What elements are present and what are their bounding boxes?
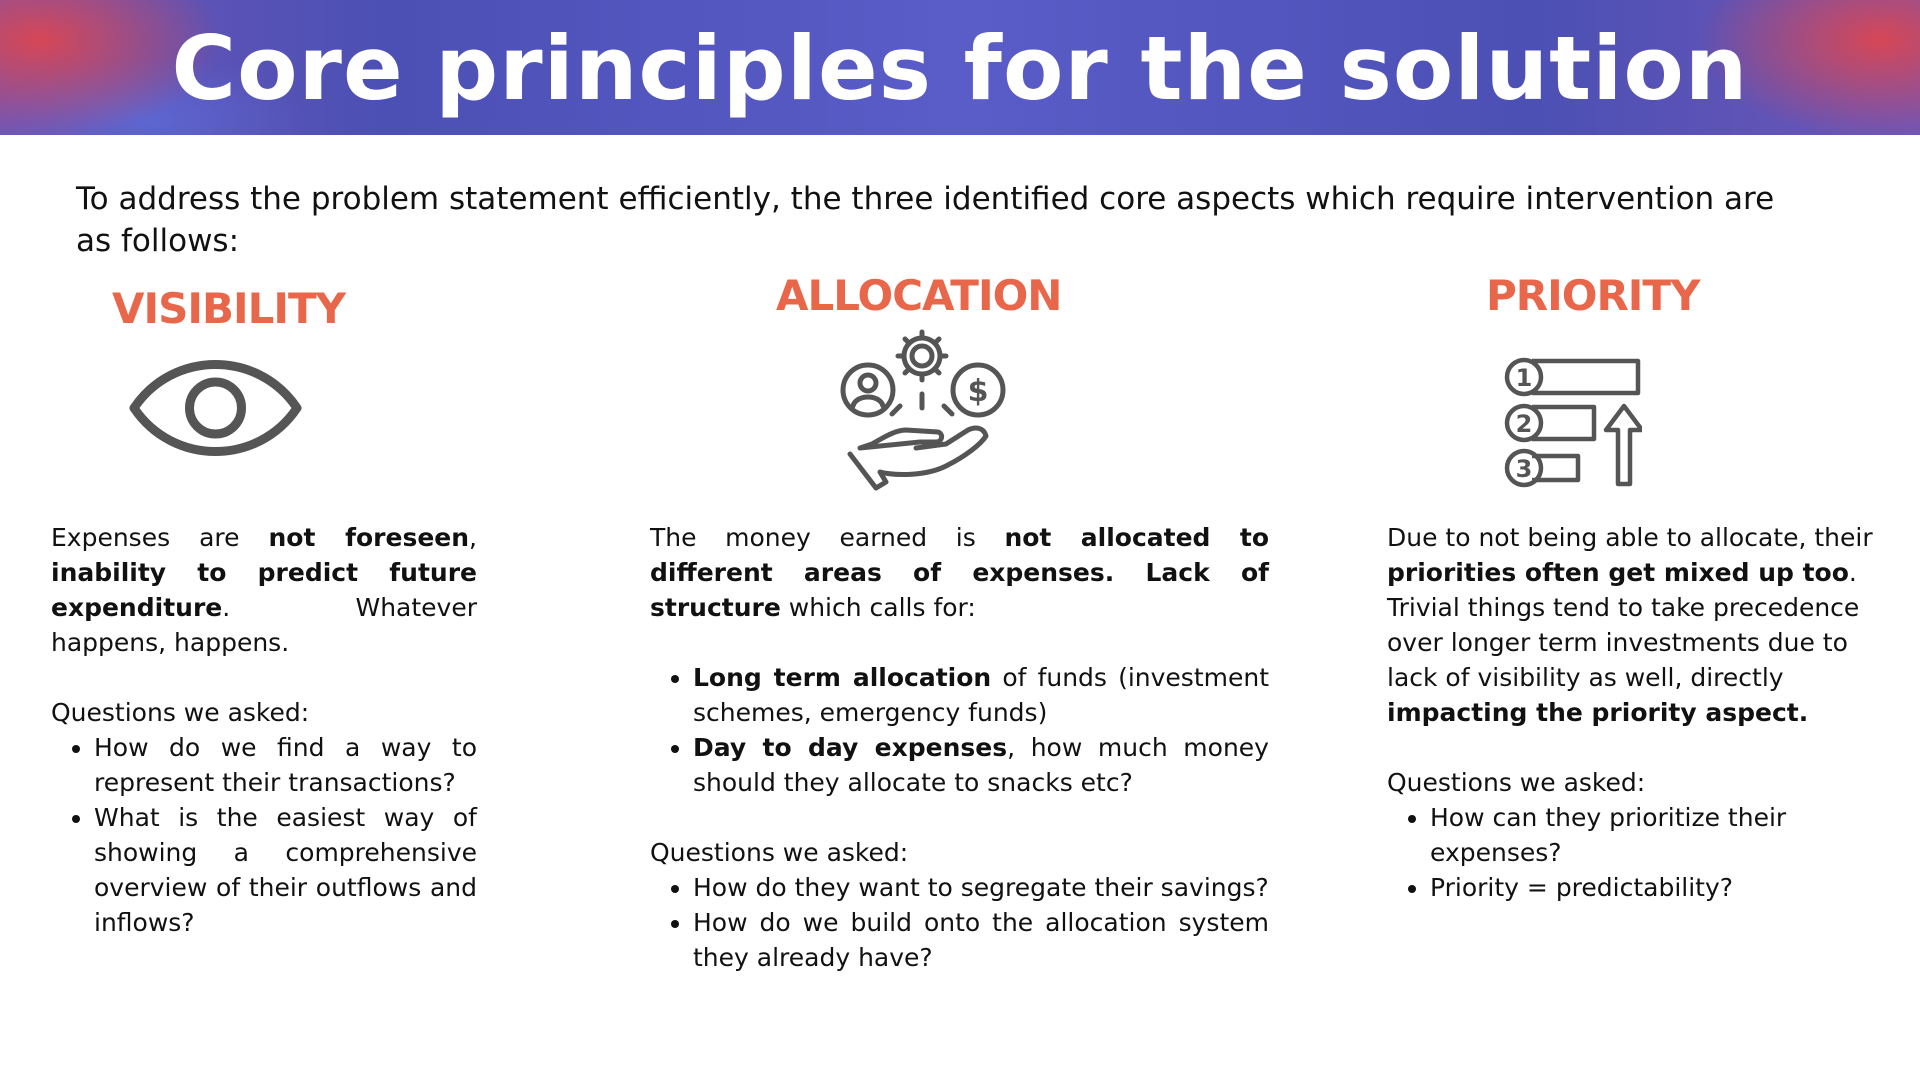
allocation-heading: ALLOCATION xyxy=(776,271,1062,320)
list-item: • How can they prioritize their expenses? xyxy=(1430,800,1873,870)
list-item: • What is the easiest way of showing a comprehensive overview of their outflows and inflows? xyxy=(94,800,477,940)
visibility-questions-list xyxy=(51,730,477,940)
priority-list-icon xyxy=(1504,356,1642,490)
priority-heading: PRIORITY xyxy=(1486,271,1700,320)
priority-number-2: 2 xyxy=(1515,410,1533,438)
priority-paragraph: Due to not being able to allocate, their priorities often get mixed up too. Trivial things tend to take precedence over longer term investments due to lack of visibility as well, directly impacting the priority aspect. xyxy=(1387,523,1873,727)
list-item: • Day to day expenses, how much money should they allocate to snacks etc? xyxy=(693,730,1269,800)
priority-number-1: 1 xyxy=(1515,364,1533,392)
allocation-questions-label: Questions we asked: xyxy=(650,838,909,867)
allocation-paragraph: The money earned is not allocated to different areas of expenses. Lack of structure which calls for: xyxy=(650,523,1270,622)
allocation-text xyxy=(650,520,1269,975)
page-title: Core principles for the solution xyxy=(171,17,1749,120)
priority-questions-label: Questions we asked: xyxy=(1387,768,1646,797)
header-banner xyxy=(0,0,1920,135)
priority-number-3: 3 xyxy=(1515,455,1533,483)
hand-money-gear-icon xyxy=(836,326,1008,496)
intro-text: To address the problem statement efficiently, the three identified core aspects which require intervention are as follows: xyxy=(76,181,1775,259)
allocation-questions-list xyxy=(650,870,1269,975)
list-item: • How do we build onto the allocation system they already have? xyxy=(693,905,1269,975)
visibility-paragraph: Expenses are not foreseen, inability to predict future expenditure. Whatever happens, happens. xyxy=(51,523,477,657)
visibility-heading: VISIBILITY xyxy=(112,284,346,333)
eye-icon xyxy=(128,358,303,458)
priority-text xyxy=(1387,520,1873,905)
svg-text:$: $ xyxy=(967,374,989,409)
allocation-bullets xyxy=(650,660,1269,800)
priority-questions-list xyxy=(1387,800,1873,905)
list-item: • Priority = predictability? xyxy=(1430,870,1873,905)
list-item: • How do we find a way to represent their transactions? xyxy=(94,730,477,800)
list-item: • How do they want to segregate their savings? xyxy=(693,870,1269,905)
visibility-text xyxy=(51,520,477,940)
visibility-questions-label: Questions we asked: xyxy=(51,698,310,727)
list-item: • Long term allocation of funds (investment schemes, emergency funds) xyxy=(693,660,1269,730)
